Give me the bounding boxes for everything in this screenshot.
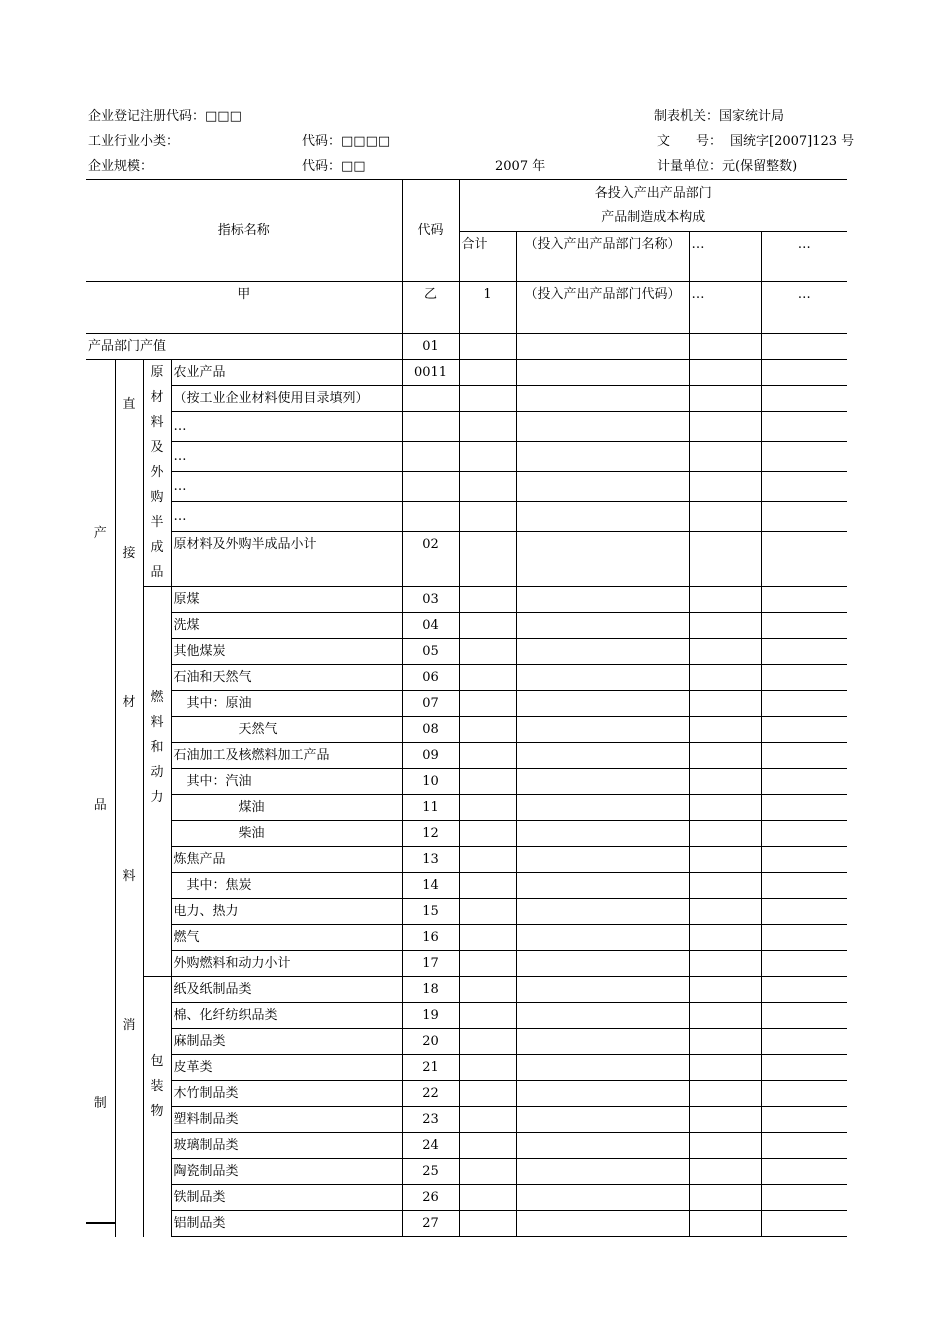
row-code xyxy=(402,442,459,472)
data-cell[interactable] xyxy=(761,472,847,502)
data-cell[interactable] xyxy=(761,639,847,665)
data-cell[interactable] xyxy=(689,665,761,691)
row-code: 04 xyxy=(402,613,459,639)
data-cell[interactable] xyxy=(761,613,847,639)
row-name: 石油和天然气 xyxy=(171,665,402,691)
data-cell[interactable] xyxy=(459,821,516,847)
data-cell[interactable] xyxy=(689,951,761,977)
data-cell[interactable] xyxy=(689,360,761,386)
data-cell[interactable] xyxy=(761,386,847,412)
data-cell[interactable] xyxy=(761,743,847,769)
data-cell[interactable] xyxy=(689,821,761,847)
row-name: 外购燃料和动力小计 xyxy=(171,951,402,977)
row-code: 03 xyxy=(402,587,459,613)
data-cell[interactable] xyxy=(459,1107,516,1133)
indicator-name-header: 指标名称 xyxy=(86,180,402,282)
data-cell[interactable] xyxy=(689,743,761,769)
data-cell[interactable] xyxy=(761,717,847,743)
data-cell[interactable] xyxy=(516,925,689,951)
industry-label: 工业行业小类： xyxy=(88,134,180,149)
row-name: 塑料制品类 xyxy=(171,1107,402,1133)
row-code: 11 xyxy=(402,795,459,821)
vertical-char: 物 xyxy=(150,1104,164,1119)
row-name: 铁制品类 xyxy=(171,1185,402,1211)
data-cell[interactable] xyxy=(689,334,761,360)
vertical-char: 购 xyxy=(150,490,164,505)
data-cell[interactable] xyxy=(516,769,689,795)
data-cell[interactable] xyxy=(516,691,689,717)
data-cell[interactable] xyxy=(761,532,847,587)
authority-label: 制表机关：国家统计局 xyxy=(654,109,785,124)
vertical-char: 料 xyxy=(150,715,164,730)
output-label: 产品部门产值 xyxy=(86,334,402,360)
data-cell[interactable] xyxy=(459,442,516,472)
data-cell[interactable] xyxy=(689,1003,761,1029)
data-cell[interactable] xyxy=(516,532,689,587)
row-yi: 乙 xyxy=(402,282,459,334)
row-code: 08 xyxy=(402,717,459,743)
row-name: 炼焦产品 xyxy=(171,847,402,873)
data-cell[interactable] xyxy=(516,899,689,925)
vertical-char: 材 xyxy=(150,390,164,405)
data-cell[interactable] xyxy=(761,1133,847,1159)
subheader-total: 合计 xyxy=(459,232,516,282)
row-code: 14 xyxy=(402,873,459,899)
data-cell[interactable] xyxy=(761,873,847,899)
document-label: 文 号： xyxy=(657,134,723,149)
row-code: 15 xyxy=(402,899,459,925)
vertical-label-packaging xyxy=(143,977,171,1237)
unit-label: 计量单位：元(保留整数) xyxy=(657,159,798,174)
data-cell[interactable] xyxy=(761,1029,847,1055)
row-code xyxy=(402,472,459,502)
data-cell[interactable] xyxy=(761,1159,847,1185)
data-cell[interactable] xyxy=(689,769,761,795)
vertical-char: 和 xyxy=(150,740,164,755)
data-cell[interactable] xyxy=(689,587,761,613)
vertical-char-zhi2: 直 xyxy=(122,397,136,412)
vertical-char-zhi: 制 xyxy=(93,1096,107,1111)
data-cell[interactable] xyxy=(516,743,689,769)
data-cell[interactable] xyxy=(689,977,761,1003)
data-cell[interactable] xyxy=(689,502,761,532)
data-cell[interactable] xyxy=(516,1107,689,1133)
vertical-char-chan: 产 xyxy=(93,526,107,541)
data-cell[interactable] xyxy=(761,1211,847,1237)
data-cell[interactable] xyxy=(516,717,689,743)
row-code: 26 xyxy=(402,1185,459,1211)
data-cell[interactable] xyxy=(459,1003,516,1029)
group-header-line2: 产品制造成本构成 xyxy=(601,209,706,225)
data-cell[interactable] xyxy=(761,1055,847,1081)
vertical-char-liao: 料 xyxy=(122,869,136,884)
row-code: 12 xyxy=(402,821,459,847)
row-name: 农业产品 xyxy=(171,360,402,386)
row-name: 麻制品类 xyxy=(171,1029,402,1055)
data-cell[interactable] xyxy=(689,899,761,925)
vertical-char: 品 xyxy=(150,565,164,580)
data-cell[interactable] xyxy=(516,847,689,873)
data-cell[interactable] xyxy=(459,587,516,613)
data-cell[interactable] xyxy=(459,873,516,899)
data-cell[interactable] xyxy=(459,532,516,587)
vertical-label-direct-materials xyxy=(115,360,143,1237)
vertical-char: 外 xyxy=(150,465,164,480)
bottom-rule xyxy=(86,1222,115,1224)
row-code: 25 xyxy=(402,1159,459,1185)
row-name: 陶瓷制品类 xyxy=(171,1159,402,1185)
row-name: 洗煤 xyxy=(171,613,402,639)
data-cell[interactable] xyxy=(516,412,689,442)
row-name: 其中：焦炭 xyxy=(171,873,402,899)
row-more-1: … xyxy=(689,282,761,334)
data-cell[interactable] xyxy=(459,386,516,412)
data-cell[interactable] xyxy=(516,1159,689,1185)
data-cell[interactable] xyxy=(516,873,689,899)
data-cell[interactable] xyxy=(689,386,761,412)
scale-label: 企业规模： xyxy=(88,159,154,174)
data-cell[interactable] xyxy=(761,951,847,977)
vertical-char-pin: 品 xyxy=(93,798,107,813)
data-cell[interactable] xyxy=(761,1107,847,1133)
data-cell[interactable] xyxy=(761,360,847,386)
vertical-char-jie: 接 xyxy=(122,546,136,561)
data-cell[interactable] xyxy=(516,1185,689,1211)
data-cell[interactable] xyxy=(459,1185,516,1211)
scale-code: 代码：□□ xyxy=(302,159,366,174)
data-cell[interactable] xyxy=(459,717,516,743)
code-header: 代码 xyxy=(402,180,459,282)
data-cell[interactable] xyxy=(459,769,516,795)
data-cell[interactable] xyxy=(459,502,516,532)
row-name: 皮革类 xyxy=(171,1055,402,1081)
row-name: … xyxy=(171,472,402,502)
data-cell[interactable] xyxy=(689,1159,761,1185)
data-cell[interactable] xyxy=(761,691,847,717)
data-cell[interactable] xyxy=(689,795,761,821)
data-cell[interactable] xyxy=(689,925,761,951)
data-cell[interactable] xyxy=(516,795,689,821)
data-cell[interactable] xyxy=(761,1081,847,1107)
row-code: 24 xyxy=(402,1133,459,1159)
vertical-char: 及 xyxy=(150,440,164,455)
data-cell[interactable] xyxy=(459,472,516,502)
row-name: 其他煤炭 xyxy=(171,639,402,665)
row-code: 19 xyxy=(402,1003,459,1029)
row-name: 天然气 xyxy=(171,717,402,743)
row-name: … xyxy=(171,502,402,532)
data-cell[interactable] xyxy=(761,899,847,925)
data-cell[interactable] xyxy=(761,334,847,360)
data-cell[interactable] xyxy=(516,386,689,412)
row-code: 23 xyxy=(402,1107,459,1133)
data-cell[interactable] xyxy=(516,442,689,472)
data-cell[interactable] xyxy=(761,1003,847,1029)
data-cell[interactable] xyxy=(689,717,761,743)
row-name: 原煤 xyxy=(171,587,402,613)
data-cell[interactable] xyxy=(689,847,761,873)
data-cell[interactable] xyxy=(459,639,516,665)
row-name: 柴油 xyxy=(171,821,402,847)
data-cell[interactable] xyxy=(761,502,847,532)
data-cell[interactable] xyxy=(689,1185,761,1211)
vertical-char: 半 xyxy=(150,515,164,530)
data-cell[interactable] xyxy=(689,613,761,639)
data-cell[interactable] xyxy=(689,639,761,665)
row-code: 0011 xyxy=(402,360,459,386)
data-cell[interactable] xyxy=(459,795,516,821)
industry-code: 代码：□□□□ xyxy=(302,134,391,149)
row-code: 20 xyxy=(402,1029,459,1055)
row-code xyxy=(402,412,459,442)
row-name: 其中：汽油 xyxy=(171,769,402,795)
data-cell[interactable] xyxy=(516,639,689,665)
data-cell[interactable] xyxy=(459,360,516,386)
data-cell[interactable] xyxy=(761,442,847,472)
data-cell[interactable] xyxy=(761,847,847,873)
row-name: 煤油 xyxy=(171,795,402,821)
row-name: （按工业企业材料使用目录填列） xyxy=(171,386,402,412)
row-name: … xyxy=(171,412,402,442)
data-cell[interactable] xyxy=(459,1159,516,1185)
row-code: 18 xyxy=(402,977,459,1003)
data-cell[interactable] xyxy=(689,472,761,502)
vertical-char: 原 xyxy=(150,365,164,380)
vertical-char: 装 xyxy=(150,1079,164,1094)
data-cell[interactable] xyxy=(459,1029,516,1055)
data-cell[interactable] xyxy=(689,1081,761,1107)
registration-code-label: 企业登记注册代码：□□□ xyxy=(88,109,242,124)
data-cell[interactable] xyxy=(761,769,847,795)
data-cell[interactable] xyxy=(689,1055,761,1081)
row-name: 铝制品类 xyxy=(171,1211,402,1237)
row-code: 05 xyxy=(402,639,459,665)
data-cell[interactable] xyxy=(459,1055,516,1081)
row-code: 27 xyxy=(402,1211,459,1237)
data-cell[interactable] xyxy=(516,1211,689,1237)
row-code: 10 xyxy=(402,769,459,795)
data-cell[interactable] xyxy=(459,665,516,691)
data-cell[interactable] xyxy=(689,442,761,472)
data-cell[interactable] xyxy=(516,334,689,360)
output-code: 01 xyxy=(402,334,459,360)
vertical-char-cai: 材 xyxy=(122,695,136,710)
row-code: 13 xyxy=(402,847,459,873)
data-cell[interactable] xyxy=(689,691,761,717)
data-cell[interactable] xyxy=(459,1133,516,1159)
row-name: 玻璃制品类 xyxy=(171,1133,402,1159)
data-cell[interactable] xyxy=(761,925,847,951)
row-code: 21 xyxy=(402,1055,459,1081)
data-cell[interactable] xyxy=(516,1003,689,1029)
row-code: 06 xyxy=(402,665,459,691)
data-cell[interactable] xyxy=(761,412,847,442)
row-name: 纸及纸制品类 xyxy=(171,977,402,1003)
data-cell[interactable] xyxy=(459,925,516,951)
data-cell[interactable] xyxy=(761,587,847,613)
data-cell[interactable] xyxy=(689,1107,761,1133)
data-cell[interactable] xyxy=(689,1133,761,1159)
data-cell[interactable] xyxy=(459,847,516,873)
data-cell[interactable] xyxy=(516,360,689,386)
subheader-dept-name: （投入产出产品部门名称） xyxy=(516,232,689,282)
data-cell[interactable] xyxy=(459,899,516,925)
row-code: 07 xyxy=(402,691,459,717)
row-name: 木竹制品类 xyxy=(171,1081,402,1107)
row-code: 09 xyxy=(402,743,459,769)
data-cell[interactable] xyxy=(689,1029,761,1055)
data-cell[interactable] xyxy=(516,587,689,613)
row-jia: 甲 xyxy=(86,282,402,334)
data-cell[interactable] xyxy=(689,873,761,899)
row-name: 其中：原油 xyxy=(171,691,402,717)
data-cell[interactable] xyxy=(516,1029,689,1055)
data-cell[interactable] xyxy=(516,977,689,1003)
data-cell[interactable] xyxy=(761,665,847,691)
data-cell[interactable] xyxy=(761,1185,847,1211)
data-cell[interactable] xyxy=(459,951,516,977)
group-header-line1: 各投入产出产品部门 xyxy=(594,185,712,201)
data-cell[interactable] xyxy=(516,1133,689,1159)
vertical-char: 动 xyxy=(150,765,164,780)
data-cell[interactable] xyxy=(761,977,847,1003)
data-cell[interactable] xyxy=(761,821,847,847)
data-cell[interactable] xyxy=(516,951,689,977)
data-cell[interactable] xyxy=(689,1211,761,1237)
row-name: 石油加工及核燃料加工产品 xyxy=(171,743,402,769)
data-cell[interactable] xyxy=(516,1081,689,1107)
row-code xyxy=(402,502,459,532)
document-number: 国统字[2007]123 号 xyxy=(730,134,855,149)
vertical-char: 燃 xyxy=(150,690,164,705)
data-cell[interactable] xyxy=(689,412,761,442)
data-cell[interactable] xyxy=(459,691,516,717)
row-dept-code: （投入产出产品部门代码） xyxy=(516,282,689,334)
data-cell[interactable] xyxy=(761,795,847,821)
row-name: 棉、化纤纺织品类 xyxy=(171,1003,402,1029)
vertical-char-xiao: 消 xyxy=(122,1018,136,1033)
vertical-char: 力 xyxy=(150,790,164,805)
data-cell[interactable] xyxy=(459,613,516,639)
raw-subtotal-code: 02 xyxy=(402,532,459,587)
data-cell[interactable] xyxy=(459,1081,516,1107)
row-code xyxy=(402,386,459,412)
data-cell[interactable] xyxy=(516,1055,689,1081)
data-cell[interactable] xyxy=(516,472,689,502)
raw-subtotal-name: 原材料及外购半成品小计 xyxy=(171,532,402,587)
vertical-char: 包 xyxy=(150,1054,164,1069)
cost-table xyxy=(86,179,847,1237)
row-code: 22 xyxy=(402,1081,459,1107)
data-cell[interactable] xyxy=(516,665,689,691)
year-label: 2007 年 xyxy=(495,159,546,174)
data-cell[interactable] xyxy=(459,743,516,769)
vertical-char: 成 xyxy=(150,540,164,555)
row-name: 燃气 xyxy=(171,925,402,951)
row-code: 16 xyxy=(402,925,459,951)
row-more-2: … xyxy=(761,282,847,334)
vertical-label-raw-materials xyxy=(143,360,171,587)
group-header xyxy=(459,180,847,232)
vertical-label-fuel-power xyxy=(143,587,171,977)
row-name: … xyxy=(171,442,402,472)
subheader-more-1: … xyxy=(689,232,761,282)
row-one: 1 xyxy=(459,282,516,334)
vertical-char: 料 xyxy=(150,415,164,430)
data-cell[interactable] xyxy=(459,977,516,1003)
row-name: 电力、热力 xyxy=(171,899,402,925)
subheader-more-2: … xyxy=(761,232,847,282)
data-cell[interactable] xyxy=(516,613,689,639)
row-code: 17 xyxy=(402,951,459,977)
data-cell[interactable] xyxy=(459,1211,516,1237)
data-cell[interactable] xyxy=(459,334,516,360)
data-cell[interactable] xyxy=(689,532,761,587)
data-cell[interactable] xyxy=(516,821,689,847)
vertical-label-product-manufacturing xyxy=(86,360,115,1237)
data-cell[interactable] xyxy=(516,502,689,532)
data-cell[interactable] xyxy=(459,412,516,442)
